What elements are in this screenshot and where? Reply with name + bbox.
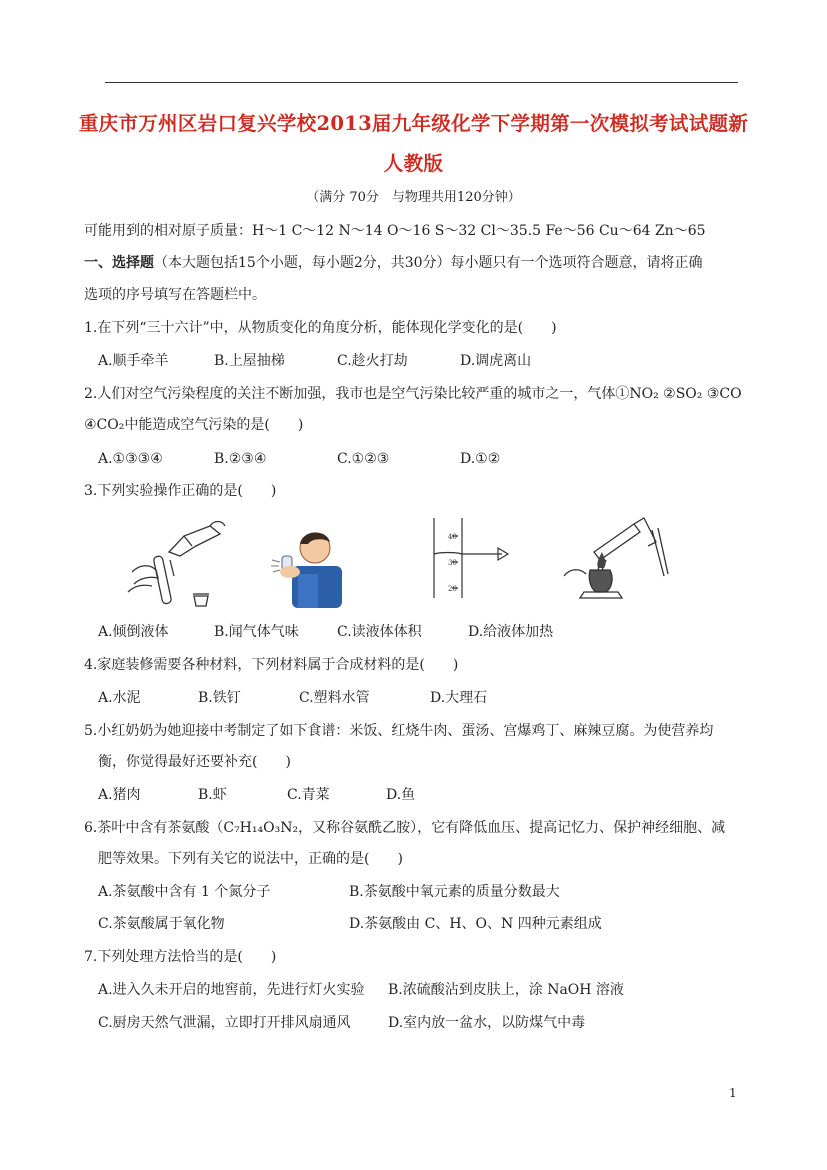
question-3: 3.下列实验操作正确的是( ) [84, 483, 277, 499]
question-5-line2: 衡，你觉得最好还要补充( ) [98, 754, 291, 770]
q6-option-d: D.茶氨酸由 C、H、O、N 四种元素组成 [349, 916, 602, 932]
section-intro-text: （本大题包括15个小题，每小题2分，共30分）每小题只有一个选项符合题意，请将正确 [154, 255, 703, 271]
q6-option-c: C.茶氨酸属于氧化物 [98, 916, 225, 932]
heating-liquid-figure [560, 512, 672, 608]
atomic-mass-line: 可能用到的相对原子质量：H～1 C～12 N～14 O～16 S～32 Cl～35.5 Fe～56 Cu～64 Zn～65 [84, 223, 706, 239]
page-number: 1 [729, 1086, 737, 1100]
question-6-line2: 肥等效果。下列有关它的说法中，正确的是( ) [98, 851, 403, 867]
question-2: 2.人们对空气污染程度的关注不断加强，我市也是空气污染比较严重的城市之一，气体①NO₂ ②SO₂ ③CO [84, 386, 742, 402]
question-1: 1.在下列“三十六计”中，从物质变化的角度分析，能体现化学变化的是( ) [84, 320, 557, 336]
cylinder-tick-40: 40 [448, 533, 457, 541]
smelling-gas-figure [268, 514, 350, 610]
question-4: 4.家庭装修需要各种材料，下列材料属于合成材料的是( ) [84, 657, 459, 673]
q4-option-a: A.水泥 [98, 690, 141, 706]
pouring-liquid-figure [122, 512, 232, 612]
header-rule [105, 82, 738, 83]
q2-option-a: A.①③③④ [98, 451, 163, 467]
q3-option-b: B.闻气体气味 [214, 624, 299, 640]
q2-option-b: B.②③④ [214, 451, 267, 467]
q6-option-b: B.茶氨酸中氧元素的质量分数最大 [349, 884, 560, 900]
question-7: 7.下列处理方法恰当的是( ) [84, 949, 277, 965]
q7-option-d: D.室内放一盆水，以防煤气中毒 [388, 1015, 586, 1031]
section-intro-line2: 选项的序号填写在答题栏中。 [84, 287, 266, 303]
q1-option-d: D.调虎离山 [460, 353, 532, 369]
q7-option-a: A.进入久未开启的地窖前，先进行灯火实验 [98, 982, 365, 998]
exam-subtitle: （满分 70分 与物理共用120分钟） [306, 190, 521, 205]
section-heading: 一、选择题 [84, 255, 154, 271]
q4-option-c: C.塑料水管 [299, 690, 370, 706]
page-title-line1: 重庆市万州区岩口复兴学校2013届九年级化学下学期第一次模拟考试试题新 [78, 112, 749, 135]
question-5: 5.小红奶奶为她迎接中考制定了如下食谱：米饭、红烧牛肉、蛋汤、宫爆鸡丁、麻辣豆腐。为使营养均 [84, 723, 714, 739]
cylinder-tick-30: 30 [448, 559, 457, 567]
question-2-line2: ④CO₂中能造成空气污染的是( ) [84, 417, 304, 433]
q4-option-b: B.铁钉 [198, 690, 241, 706]
q7-option-b: B.浓硫酸沾到皮肤上，涂 NaOH 溶液 [388, 982, 624, 998]
q7-option-c: C.厨房天然气泄漏，立即打开排风扇通风 [98, 1015, 351, 1031]
q4-option-d: D.大理石 [430, 690, 488, 706]
reading-volume-figure [430, 518, 520, 604]
cylinder-tick-20: 20 [448, 585, 457, 593]
q6-option-a: A.茶氨酸中含有 1 个氮分子 [98, 884, 271, 900]
q3-option-a: A.倾倒液体 [98, 624, 169, 640]
q2-option-d: D.①② [460, 451, 501, 467]
q5-option-b: B.虾 [198, 787, 227, 803]
q5-option-d: D.鱼 [386, 787, 416, 803]
q2-option-c: C.①②③ [337, 451, 390, 467]
q1-option-a: A.顺手牵羊 [98, 353, 169, 369]
q5-option-c: C.青菜 [287, 787, 330, 803]
section-intro [84, 253, 703, 273]
q5-option-a: A.猪肉 [98, 787, 141, 803]
q3-option-d: D.给液体加热 [468, 624, 554, 640]
q1-option-b: B.上屋抽梯 [214, 353, 285, 369]
q3-option-c: C.读液体体积 [337, 624, 422, 640]
page-title-line2: 人教版 [383, 152, 444, 175]
question-6: 6.茶叶中含有茶氨酸（C₇H₁₄O₃N₂，又称谷氨酰乙胺），它有降低血压、提高记忆力、保护神经细胞、减 [84, 820, 726, 836]
q1-option-c: C.趁火打劫 [337, 353, 408, 369]
